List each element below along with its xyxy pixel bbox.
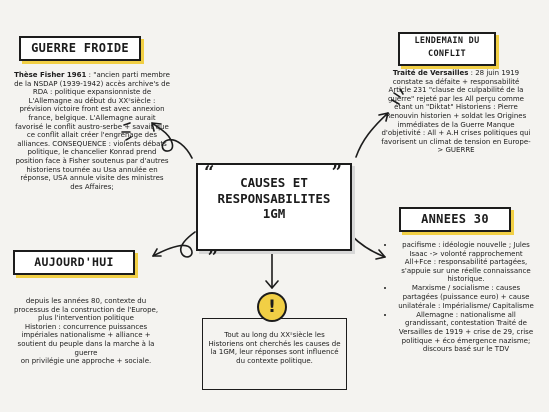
bottom-quote-mark: „ <box>208 236 219 258</box>
aujourdhui-heading <box>13 250 135 275</box>
guerre-froide-body: : "ancien parti membre de la NSDAP (1939-1942) accès archive's de RDA : politique expansionniste de L'Allemagne au début du XXˢsiècle : prévision victoire front est avec annexion france, belgique. L'Allemagne aurait favorisé le conflit austro-serbe + savait que ce conflit allait créer l'engrenage des alliances. CONSEQUENCE : violents débats politique, le chancelier Konrad prend position face à Fisher soutenus par d'autres historiens tournée au Usa annulée en réponse, USA annule visite des ministres des Affaires; <box>14 71 170 191</box>
annees30-list-wrapper <box>383 241 537 354</box>
lendemain-heading-line-2: CONFLIT <box>428 49 466 59</box>
lendemain-heading <box>398 32 496 66</box>
open-quote-mark: “ <box>204 162 215 183</box>
callout-text: Tout au long du XXˢsiècle les Historiens ont cherchés les causes de la 1GM, leur réponses sont influencé du contexte politique. <box>208 331 341 365</box>
annees30-heading <box>399 207 511 232</box>
annees30-item-pacifisme: • pacifisme : idéologie nouvelle ; Jules Isaac -> volonté rapprochement All+Fce : responsabilité partagées, s'appuie sur une réelle connaissance historique. <box>395 241 537 284</box>
annees30-list <box>383 241 537 354</box>
callout-box <box>202 318 347 390</box>
lendemain-lead: Traité de Versailles <box>392 69 469 77</box>
lendemain-heading-line-1: LENDEMAIN DU <box>414 36 480 46</box>
close-quote-mark: ” <box>331 162 342 183</box>
guerre-froide-text <box>14 71 170 191</box>
warning-icon-glyph: ! <box>268 297 276 317</box>
annees30-heading-text: ANNEES 30 <box>421 212 489 226</box>
annees30-item-allemagne: • Allemagne : nationalisme all grandissant, contestation Traité de Versailles de 1919 + crise de 29, crise politique + éco émergence nazisme; discours basé sur le TDV <box>395 311 537 354</box>
guerre-froide-heading-text: GUERRE FROIDE <box>31 41 129 55</box>
guerre-froide-heading <box>19 36 141 61</box>
lendemain-text <box>381 69 531 155</box>
arrow-to-annees30 <box>352 236 385 257</box>
central-topic <box>196 162 352 258</box>
guerre-froide-lead: Thèse Fisher 1961 <box>14 71 87 79</box>
central-title-line-3: 1GM <box>262 206 286 221</box>
arrow-to-aujourdhui <box>153 232 195 257</box>
central-title-line-2: RESPONSABILITES <box>217 190 331 206</box>
lendemain-body: : 28 juin 1919 constate sa défaite + responsabilité Article 231 "clause de culpabilité de la guerre" rejeté par les All perçu comme étant un "Diktat" Historiens : Pierre Renouvin historien + soldat les Origines immédiates de la Guerre Manque d'objetivité : All + A.H crises politiques qui favorisent un climat de tension en Europe-> GUERRE <box>381 69 531 155</box>
aujourdhui-text: depuis les années 80, contexte du processus de la construction de l'Europe, plus l'intervention politique Historien : concurrence puissances impériales nationalisme + alliance + soutient du peuple dans la marche à la guerre on privilégie une approche + sociale. <box>13 297 159 366</box>
aujourdhui-heading-text: AUJOURD'HUI <box>34 255 114 269</box>
warning-icon <box>257 292 287 322</box>
central-title-line-1: CAUSES ET <box>240 175 308 190</box>
annees30-item-marxisme: • Marxisme / socialisme : causes partagées (puissance euro) + cause unilatérale : Impérialisme/ Capitalisme <box>395 284 537 310</box>
